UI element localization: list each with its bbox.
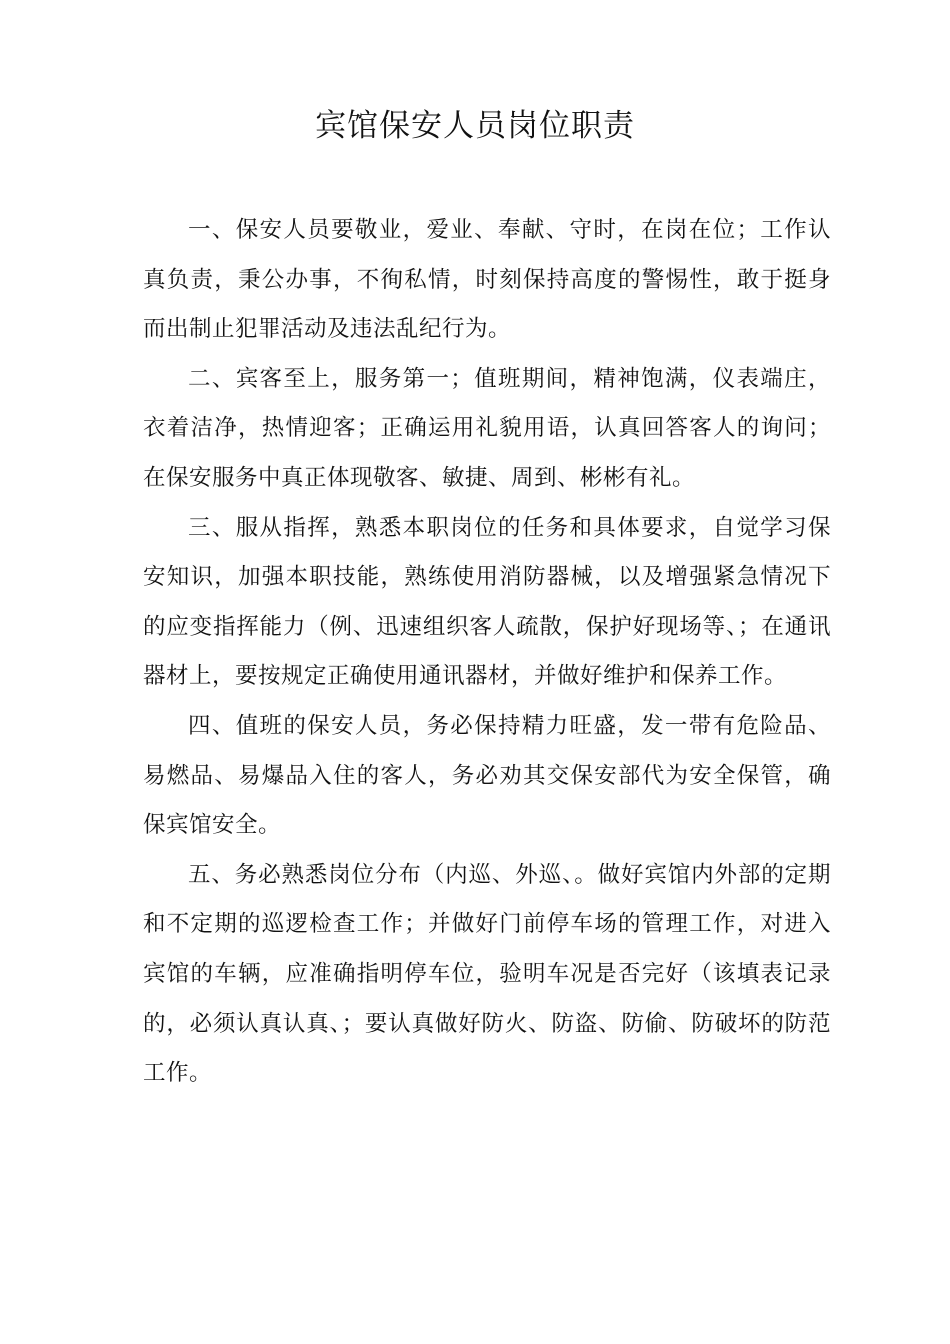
paragraph-3: 三、服从指挥，熟悉本职岗位的任务和具体要求，自觉学习保安知识，加强本职技能，熟练使用消防器械，以及增强紧急情况下的应变指挥能力（例、迅速组织客人疏散，保护好现场等、；在通讯器材上，要按规定正确使用通讯器材，并做好维护和保养工作。 <box>143 514 831 690</box>
paragraph-4: 四、值班的保安人员，务必保持精力旺盛，发一带有危险品、易燃品、易爆品入住的客人，务必劝其交保安部代为安全保管，确保宾馆安全。 <box>143 712 831 839</box>
paragraph-5: 五、务必熟悉岗位分布（内巡、外巡、。做好宾馆内外部的定期和不定期的巡逻检查工作；并做好门前停车场的管理工作，对进入宾馆的车辆，应准确指明停车位，验明车况是否完好（该填表记录的，必须认真认真、；要认真做好防火、防盗、防偷、防破坏的防范工作。 <box>143 861 831 1087</box>
document-body <box>143 206 831 1099</box>
paragraph-1: 一、保安人员要敬业，爱业、奉献、守时，在岗在位；工作认真负责，秉公办事，不徇私情，时刻保持高度的警惕性，敢于挺身而出制止犯罪活动及违法乱纪行为。 <box>143 217 831 343</box>
paragraph-2: 二、宾客至上，服务第一；值班期间，精神饱满，仪表端庄，衣着洁净，热情迎客；正确运用礼貌用语，认真回答客人的询问；在保安服务中真正体现敬客、敏捷、周到、彬彬有礼。 <box>143 365 831 491</box>
document-title: 宾馆保安人员岗位职责 <box>315 108 635 144</box>
